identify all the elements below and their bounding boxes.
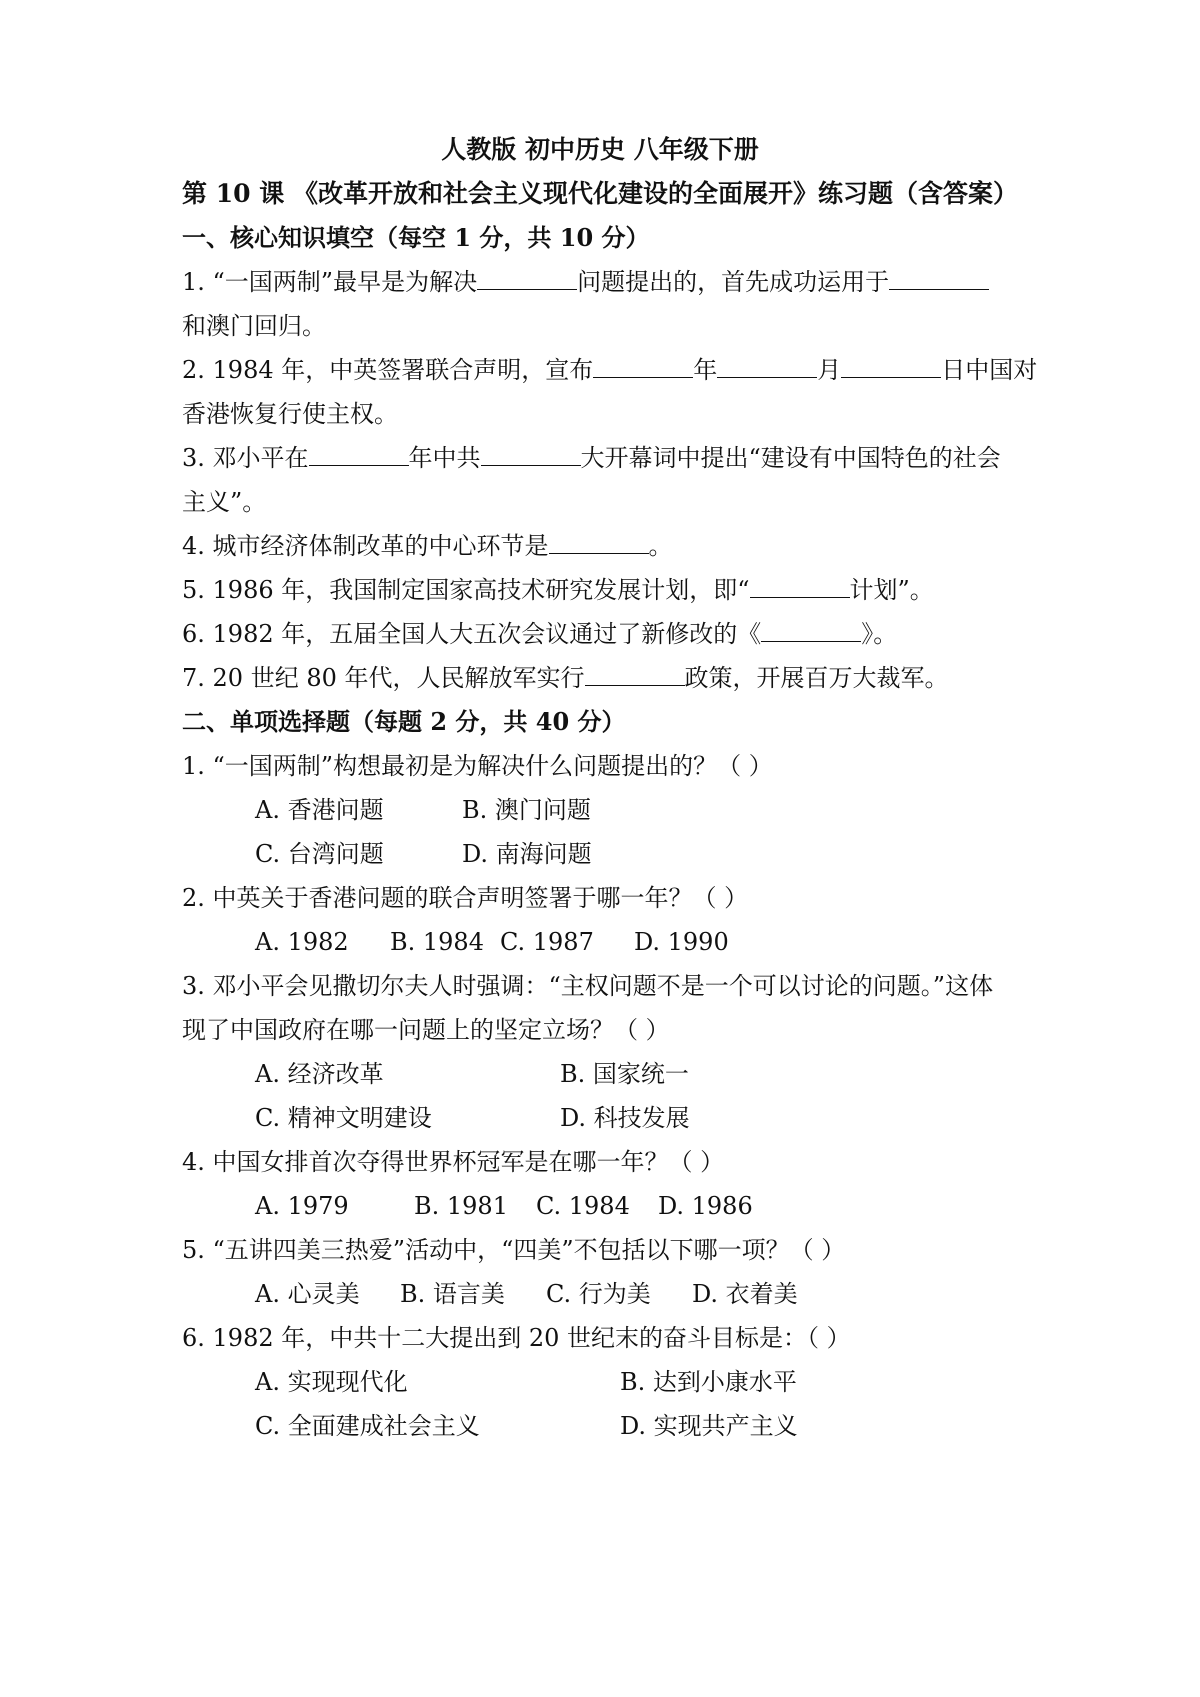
fill-question-5 (182, 574, 934, 606)
choice-option-a[interactable]: A. 1979 (255, 1192, 349, 1220)
q4-text-a: 4. 城市经济体制改革的中心环节是 (182, 532, 549, 560)
answer-blank[interactable] (750, 575, 850, 598)
fill-question-3-cont: 主义”。 (182, 488, 267, 516)
choice-question-3: 3. 邓小平会见撒切尔夫人时强调：“主权问题不是一个可以讨论的问题。”这体 (182, 972, 994, 1000)
choice-option-a[interactable]: A. 1982 (255, 928, 349, 956)
choice-option-d[interactable]: D. 南海问题 (462, 840, 592, 868)
answer-blank[interactable] (889, 267, 989, 290)
q2-text-a: 2. 1984 年，中英签署联合声明，宣布 (182, 356, 594, 384)
section1-heading: 一、核心知识填空（每空 1 分，共 10 分） (182, 223, 650, 252)
q1-text-a: 1. “一国两制”最早是为解决 (182, 268, 478, 296)
choice-option-b[interactable]: B. 澳门问题 (462, 796, 591, 824)
choice-option-b[interactable]: B. 国家统一 (560, 1060, 689, 1088)
choice-question-1: 1. “一国两制”构想最初是为解决什么问题提出的？（ ） (182, 752, 773, 780)
q4-text-b: 。 (648, 532, 673, 560)
answer-blank[interactable] (477, 267, 577, 290)
choice-option-c[interactable]: C. 行为美 (546, 1280, 651, 1308)
q3-text-b: 年中共 (408, 444, 481, 472)
choice-option-d[interactable]: D. 衣着美 (692, 1280, 798, 1308)
choice-option-b[interactable]: B. 达到小康水平 (620, 1368, 797, 1396)
choice-question-3-cont: 现了中国政府在哪一问题上的坚定立场？（ ） (182, 1016, 670, 1044)
answer-blank[interactable] (309, 443, 409, 466)
lesson-subtitle: 第 10 课 《改革开放和社会主义现代化建设的全面展开》练习题（含答案） (182, 179, 1018, 208)
choice-option-c[interactable]: C. 全面建成社会主义 (255, 1412, 480, 1440)
choice-option-a[interactable]: A. 香港问题 (255, 796, 384, 824)
answer-blank[interactable] (549, 531, 649, 554)
choice-option-c[interactable]: C. 台湾问题 (255, 840, 384, 868)
q2-text-b: 年 (693, 356, 718, 384)
fill-question-1 (182, 266, 989, 298)
q3-text-a: 3. 邓小平在 (182, 444, 309, 472)
answer-blank[interactable] (593, 355, 693, 378)
choice-option-c[interactable]: C. 1984 (536, 1192, 630, 1220)
answer-blank[interactable] (841, 355, 941, 378)
answer-blank[interactable] (585, 663, 685, 686)
choice-option-b[interactable]: B. 1981 (414, 1192, 508, 1220)
q6-text-b: 》。 (861, 620, 898, 648)
answer-blank[interactable] (761, 619, 861, 642)
fill-question-3 (182, 442, 1001, 474)
section2-heading: 二、单项选择题（每题 2 分，共 40 分） (182, 707, 626, 736)
choice-question-5: 5. “五讲四美三热爱”活动中，“四美”不包括以下哪一项？（ ） (182, 1236, 846, 1264)
fill-question-4 (182, 530, 673, 562)
q5-text-a: 5. 1986 年，我国制定国家高技术研究发展计划，即“ (182, 576, 750, 604)
choice-option-c[interactable]: C. 1987 (500, 928, 594, 956)
choice-question-4: 4. 中国女排首次夺得世界杯冠军是在哪一年？（ ） (182, 1148, 725, 1176)
q6-text-a: 6. 1982 年，五届全国人大五次会议通过了新修改的《 (182, 620, 762, 648)
q1-text-b: 问题提出的，首先成功运用于 (577, 268, 890, 296)
choice-question-2: 2. 中英关于香港问题的联合声明签署于哪一年？（ ） (182, 884, 749, 912)
choice-option-d[interactable]: D. 科技发展 (560, 1104, 690, 1132)
fill-question-7 (182, 662, 949, 694)
choice-option-b[interactable]: B. 语言美 (400, 1280, 505, 1308)
worksheet-title: 人教版 初中历史 八年级下册 (441, 135, 759, 164)
choice-option-d[interactable]: D. 1986 (658, 1192, 753, 1220)
answer-blank[interactable] (717, 355, 817, 378)
fill-question-1-cont: 和澳门回归。 (182, 312, 326, 340)
answer-blank[interactable] (481, 443, 581, 466)
q2-text-d: 日中国对 (941, 356, 1038, 384)
q3-text-c: 大开幕词中提出“建设有中国特色的社会 (580, 444, 1001, 472)
choice-option-a[interactable]: A. 经济改革 (255, 1060, 384, 1088)
choice-option-a[interactable]: A. 心灵美 (255, 1280, 360, 1308)
choice-option-b[interactable]: B. 1984 (390, 928, 484, 956)
q7-text-a: 7. 20 世纪 80 年代，人民解放军实行 (182, 664, 585, 692)
fill-question-2-cont: 香港恢复行使主权。 (182, 400, 398, 428)
q2-text-c: 月 (817, 356, 842, 384)
fill-question-6 (182, 618, 897, 650)
choice-option-d[interactable]: D. 实现共产主义 (620, 1412, 798, 1440)
choice-option-c[interactable]: C. 精神文明建设 (255, 1104, 432, 1132)
fill-question-2 (182, 354, 1037, 386)
q7-text-b: 政策，开展百万大裁军。 (684, 664, 949, 692)
choice-option-d[interactable]: D. 1990 (634, 928, 729, 956)
q5-text-b: 计划”。 (849, 576, 934, 604)
choice-option-a[interactable]: A. 实现现代化 (255, 1368, 408, 1396)
choice-question-6: 6. 1982 年，中共十二大提出到 20 世纪末的奋斗目标是：（ ） (182, 1324, 851, 1352)
